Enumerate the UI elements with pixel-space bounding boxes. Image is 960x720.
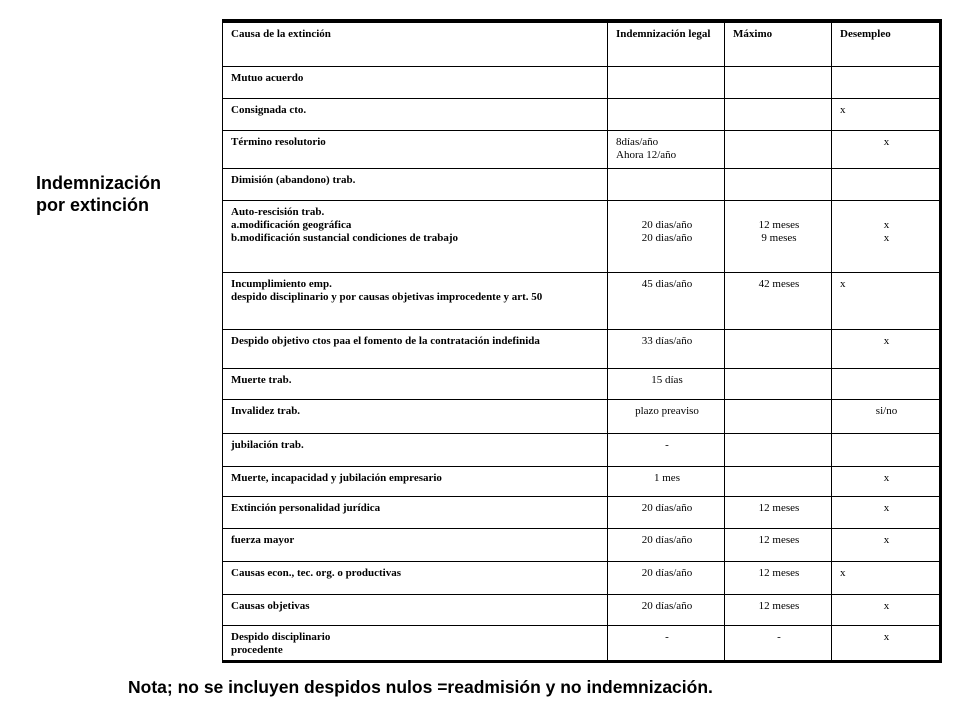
cell-causa-text: Causas econ., tec. org. o productivas — [231, 567, 401, 580]
cell-causa — [223, 529, 608, 562]
cell-desempleo-text: x — [883, 219, 890, 232]
cell-indemnizacion — [608, 529, 725, 562]
table-row — [223, 433, 940, 467]
cell-causa-text: Despido disciplinario — [231, 631, 331, 644]
cell-causa — [223, 329, 608, 368]
cell-indemnizacion-text: Ahora 12/año — [616, 149, 677, 162]
cell-desempleo-text: x — [883, 631, 890, 644]
cell-indemnizacion — [608, 496, 725, 529]
cell-indemnizacion-text: 1 mes — [654, 472, 680, 485]
table-row — [223, 272, 940, 329]
cell-desempleo — [832, 368, 940, 400]
cell-causa — [223, 594, 608, 626]
cell-maximo-text: 42 meses — [758, 277, 800, 290]
cell-causa — [223, 626, 608, 663]
cell-indemnizacion-text: 20 dias/año — [641, 219, 693, 232]
cell-indemnizacion-text: - — [665, 438, 669, 451]
cell-indemnizacion-text: - — [665, 631, 669, 644]
cell-desempleo — [832, 594, 940, 626]
cell-causa — [223, 67, 608, 99]
table-row — [223, 562, 940, 595]
table-row — [223, 529, 940, 562]
header-maximo: Máximo — [725, 23, 832, 67]
cell-maximo-text: 12 meses — [758, 567, 800, 580]
cell-maximo-text: 9 meses — [761, 232, 797, 245]
cell-indemnizacion — [608, 329, 725, 368]
cell-maximo — [725, 368, 832, 400]
cell-indemnizacion — [608, 201, 725, 272]
cell-causa-text: despido disciplinario y por causas objetivas improcedente y art. 50 — [231, 290, 543, 303]
cell-desempleo — [832, 329, 940, 368]
cell-indemnizacion — [608, 98, 725, 131]
cell-desempleo — [832, 562, 940, 595]
cell-causa-text: Dimisión (abandono) trab. — [231, 173, 356, 186]
cell-indemnizacion-text — [616, 206, 718, 219]
footnote: Nota; no se incluyen despidos nulos =readmisión y no indemnización. — [128, 677, 713, 697]
cell-indemnizacion-text: 15 días — [651, 373, 683, 386]
cell-indemnizacion — [608, 67, 725, 99]
table-row — [223, 131, 940, 169]
cell-desempleo — [832, 467, 940, 497]
cell-maximo-text: 12 meses — [758, 534, 800, 547]
cell-desempleo-text: si/no — [875, 405, 898, 418]
cell-causa — [223, 201, 608, 272]
cell-causa-text: Muerte, incapacidad y jubilación empresario — [231, 472, 442, 485]
cell-maximo — [725, 98, 832, 131]
cell-indemnizacion-text: plazo preaviso — [635, 405, 699, 418]
cell-causa — [223, 496, 608, 529]
table-row — [223, 329, 940, 368]
table-row — [223, 496, 940, 529]
cell-desempleo-text: x — [840, 103, 846, 116]
cell-causa-text: Incumplimiento emp. — [231, 277, 332, 290]
cell-desempleo — [832, 400, 940, 434]
header-causa: Causa de la extinción — [223, 23, 608, 67]
cell-indemnizacion-text: 20 días/año — [641, 501, 693, 514]
cell-causa-text: Término resolutorio — [231, 136, 326, 149]
cell-indemnizacion — [608, 168, 725, 201]
table-row — [223, 400, 940, 434]
table-body — [223, 67, 940, 663]
cell-causa — [223, 433, 608, 467]
header-desempleo: Desempleo — [832, 23, 940, 67]
cell-indemnizacion-text: 20 dias/año — [641, 232, 693, 245]
table-row — [223, 168, 940, 201]
table-row — [223, 67, 940, 99]
cell-causa — [223, 400, 608, 434]
cell-desempleo-text: x — [883, 534, 890, 547]
side-title — [36, 172, 206, 216]
cell-causa-text: Extinción personalidad jurídica — [231, 501, 381, 514]
cell-indemnizacion — [608, 562, 725, 595]
cell-indemnizacion-text: 33 días/año — [641, 334, 693, 347]
cell-desempleo — [832, 496, 940, 529]
cell-maximo — [725, 594, 832, 626]
cell-maximo — [725, 168, 832, 201]
cell-desempleo — [832, 131, 940, 169]
cell-desempleo — [832, 67, 940, 99]
cell-maximo-text: 12 meses — [758, 219, 800, 232]
cell-causa — [223, 98, 608, 131]
cell-maximo — [725, 201, 832, 272]
cell-indemnizacion-text: 45 dias/año — [641, 277, 693, 290]
cell-causa-text: Mutuo acuerdo — [231, 72, 304, 84]
cell-desempleo — [832, 626, 940, 663]
cell-maximo — [725, 67, 832, 99]
cell-maximo-text: 12 meses — [758, 599, 800, 612]
cell-desempleo-text: x — [883, 472, 890, 485]
cell-maximo — [725, 131, 832, 169]
cell-causa-text: Despido objetivo ctos paa el fomento de la contratación indefinida — [231, 334, 540, 347]
cell-indemnizacion — [608, 400, 725, 434]
extinction-table-container — [222, 19, 942, 663]
cell-causa-text: a.modificación geográfica — [231, 219, 352, 232]
cell-causa-text: procedente — [231, 644, 283, 657]
cell-maximo — [725, 562, 832, 595]
cell-desempleo — [832, 168, 940, 201]
cell-maximo — [725, 626, 832, 663]
table-row — [223, 368, 940, 400]
cell-maximo — [725, 496, 832, 529]
cell-desempleo-text: x — [840, 567, 846, 580]
side-title-line-2: por extinción — [36, 195, 150, 215]
cell-desempleo — [832, 272, 940, 329]
cell-desempleo — [832, 98, 940, 131]
extinction-table — [222, 22, 940, 663]
cell-indemnizacion — [608, 433, 725, 467]
cell-indemnizacion — [608, 626, 725, 663]
cell-desempleo-text: x — [883, 232, 890, 245]
cell-indemnizacion-text: 20 días/año — [641, 567, 693, 580]
cell-maximo-text: 12 meses — [758, 501, 800, 514]
cell-indemnizacion — [608, 467, 725, 497]
cell-desempleo-text: x — [883, 136, 890, 149]
table-row — [223, 594, 940, 626]
cell-desempleo-text: x — [883, 501, 890, 514]
cell-causa — [223, 131, 608, 169]
cell-desempleo-text: x — [883, 334, 890, 347]
header-indemnizacion: Indemnización legal — [608, 23, 725, 67]
cell-maximo-text: - — [777, 631, 781, 644]
table-row — [223, 626, 940, 663]
cell-desempleo — [832, 433, 940, 467]
cell-causa-text: Auto-rescisión trab. — [231, 206, 325, 219]
cell-desempleo-text: x — [840, 277, 846, 290]
cell-desempleo — [832, 529, 940, 562]
cell-causa-text: Invalidez trab. — [231, 405, 301, 418]
cell-indemnizacion-text: 20 días/año — [641, 599, 693, 612]
cell-causa-text: fuerza mayor — [231, 534, 295, 547]
cell-causa — [223, 168, 608, 201]
cell-indemnizacion — [608, 272, 725, 329]
table-row — [223, 467, 940, 497]
cell-maximo — [725, 329, 832, 368]
cell-causa-text: Muerte trab. — [231, 373, 292, 386]
cell-maximo-text — [733, 206, 825, 219]
cell-causa — [223, 272, 608, 329]
cell-desempleo — [832, 201, 940, 272]
cell-maximo — [725, 400, 832, 434]
cell-maximo — [725, 433, 832, 467]
table-row — [223, 201, 940, 272]
side-title-line-1: Indemnización — [36, 173, 162, 193]
cell-indemnizacion-text: 8días/año — [616, 136, 659, 149]
cell-desempleo-text — [840, 206, 933, 219]
table-header-row — [223, 23, 940, 67]
cell-maximo — [725, 529, 832, 562]
cell-maximo — [725, 467, 832, 497]
cell-causa — [223, 467, 608, 497]
cell-indemnizacion — [608, 131, 725, 169]
table-row — [223, 98, 940, 131]
cell-indemnizacion — [608, 368, 725, 400]
cell-causa-text: Causas objetivas — [231, 599, 310, 612]
cell-maximo — [725, 272, 832, 329]
cell-indemnizacion — [608, 594, 725, 626]
cell-causa — [223, 562, 608, 595]
cell-causa — [223, 368, 608, 400]
cell-indemnizacion-text: 20 días/año — [641, 534, 693, 547]
cell-causa-text: Consignada cto. — [231, 103, 307, 116]
cell-causa-text: jubilación trab. — [231, 438, 304, 451]
cell-desempleo-text: x — [883, 599, 890, 612]
cell-causa-text: b.modificación sustancial condiciones de trabajo — [231, 232, 459, 245]
